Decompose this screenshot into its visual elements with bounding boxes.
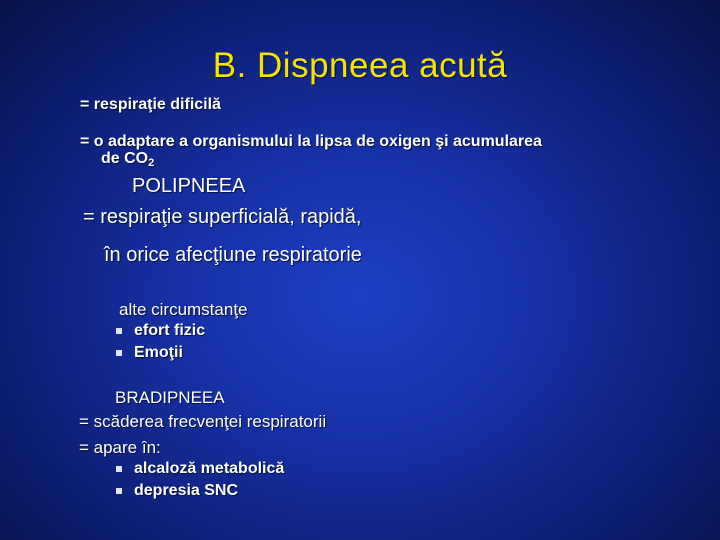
- other-circumstances-heading: alte circumstanţe: [119, 300, 248, 319]
- bradipnee-line-1: = scăderea frecvenţei respiratorii: [79, 412, 327, 431]
- list-item-alkalosis: alcaloză metabolică: [134, 460, 285, 477]
- bullet-icon: [116, 466, 122, 472]
- definition-line-1: = respiraţie dificilă: [80, 96, 221, 113]
- polipnee-heading: POLIPNEEA: [132, 175, 246, 197]
- bullet-icon: [116, 328, 122, 334]
- definition-line-3: [101, 150, 154, 169]
- bradipnee-line-2: = apare în:: [79, 438, 161, 457]
- polipnee-line-2: în orice afecţiune respiratorie: [104, 244, 362, 266]
- bullet-icon: [116, 350, 122, 356]
- slide-title: B. Dispneea acută: [212, 46, 508, 85]
- co2-subscript: 2: [148, 157, 155, 169]
- bullet-icon: [116, 488, 122, 494]
- definition-line-3-text: de CO: [101, 150, 149, 167]
- bradipnee-heading: BRADIPNEEA: [115, 388, 225, 407]
- list-item-emotions: Emoţii: [134, 344, 183, 361]
- list-item-cns-depression: depresia SNC: [134, 482, 239, 499]
- definition-line-2: = o adaptare a organismului la lipsa de oxigen şi acumularea: [80, 133, 542, 150]
- list-item-effort: efort fizic: [134, 322, 206, 339]
- polipnee-line-1: = respiraţie superficială, rapidă,: [83, 206, 362, 228]
